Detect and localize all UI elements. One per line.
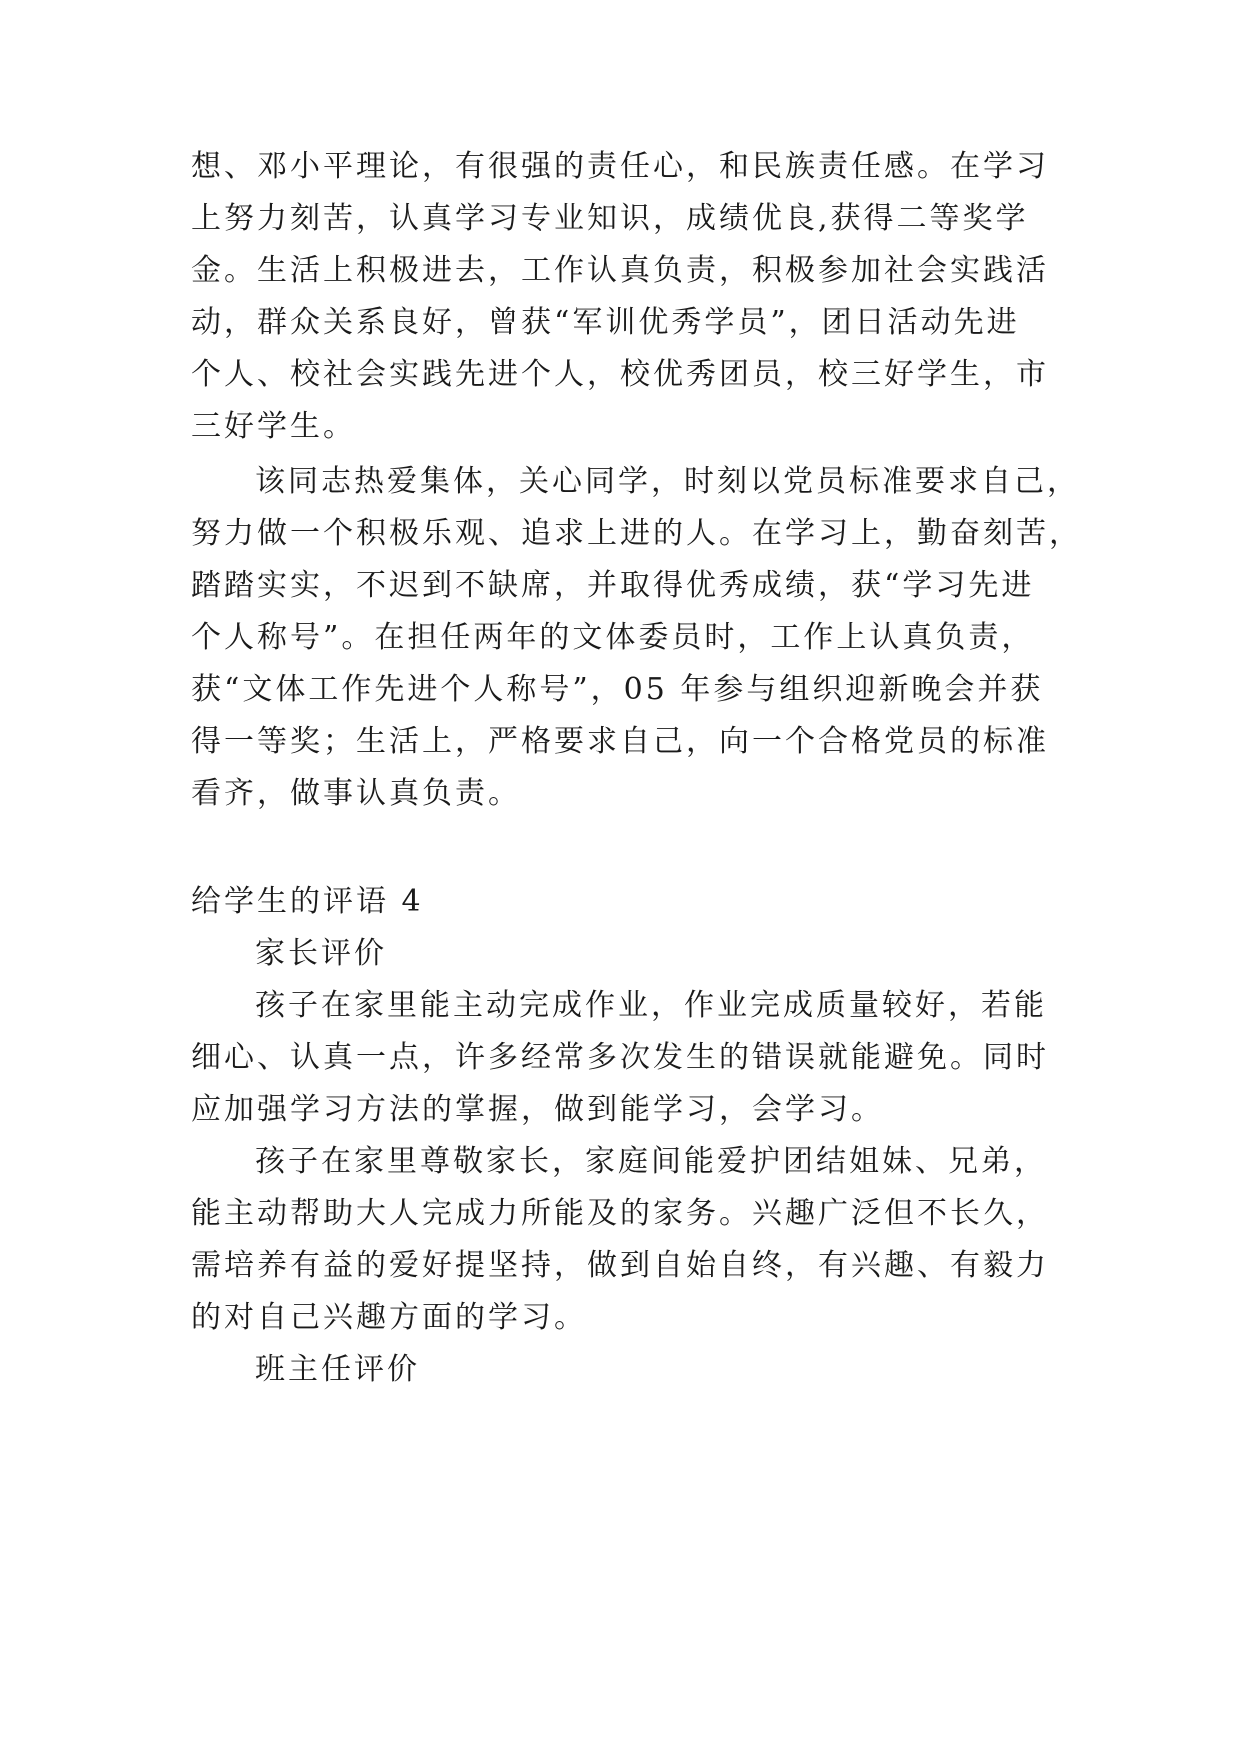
- paragraph-line: 孩子在家里能主动完成作业，作业完成质量较好，若能: [255, 988, 1047, 1023]
- paragraph-line: 孩子在家里尊敬家长，家庭间能爱护团结姐妹、兄弟，: [255, 1144, 1047, 1179]
- paragraph-line: 的对自己兴趣方面的学习。: [191, 1300, 587, 1335]
- paragraph-line: 个人、校社会实践先进个人，校优秀团员，校三好学生，市: [191, 357, 1049, 392]
- paragraph-line: 上努力刻苦，认真学习专业知识，成绩优良,获得二等奖学: [191, 201, 1029, 236]
- section-title: 给学生的评语 4: [191, 884, 424, 919]
- paragraph-line: 动，群众关系良好，曾获“军训优秀学员”，团日活动先进: [191, 305, 1020, 340]
- subheading-parent-evaluation: 家长评价: [255, 936, 387, 971]
- paragraph-line: 得一等奖；生活上，严格要求自己，向一个合格党员的标准: [191, 724, 1049, 759]
- subheading-teacher-evaluation: 班主任评价: [255, 1352, 420, 1387]
- paragraph-line: 该同志热爱集体，关心同学，时刻以党员标准要求自己，: [255, 464, 1080, 499]
- paragraph-line: 想、邓小平理论，有很强的责任心，和民族责任感。在学习: [191, 149, 1049, 184]
- paragraph-line: 需培养有益的爱好提坚持，做到自始自终，有兴趣、有毅力: [191, 1248, 1049, 1283]
- paragraph-line: 能主动帮助大人完成力所能及的家务。兴趣广泛但不长久，: [191, 1196, 1049, 1231]
- paragraph-line: 个人称号”。在担任两年的文体委员时，工作上认真负责，: [191, 620, 1035, 655]
- paragraph-line: 三好学生。: [191, 409, 356, 444]
- paragraph-line: 获“文体工作先进个人称号”，05 年参与组织迎新晚会并获: [191, 672, 1044, 707]
- paragraph-line: 努力做一个积极乐观、追求上进的人。在学习上，勤奋刻苦，: [191, 516, 1082, 551]
- paragraph-line: 踏踏实实，不迟到不缺席，并取得优秀成绩，获“学习先进: [191, 568, 1035, 603]
- paragraph-line: 细心、认真一点，许多经常多次发生的错误就能避免。同时: [191, 1040, 1049, 1075]
- paragraph-line: 金。生活上积极进去，工作认真负责，积极参加社会实践活: [191, 253, 1049, 288]
- paragraph-line: 应加强学习方法的掌握，做到能学习，会学习。: [191, 1092, 884, 1127]
- paragraph-line: 看齐，做事认真负责。: [191, 776, 521, 811]
